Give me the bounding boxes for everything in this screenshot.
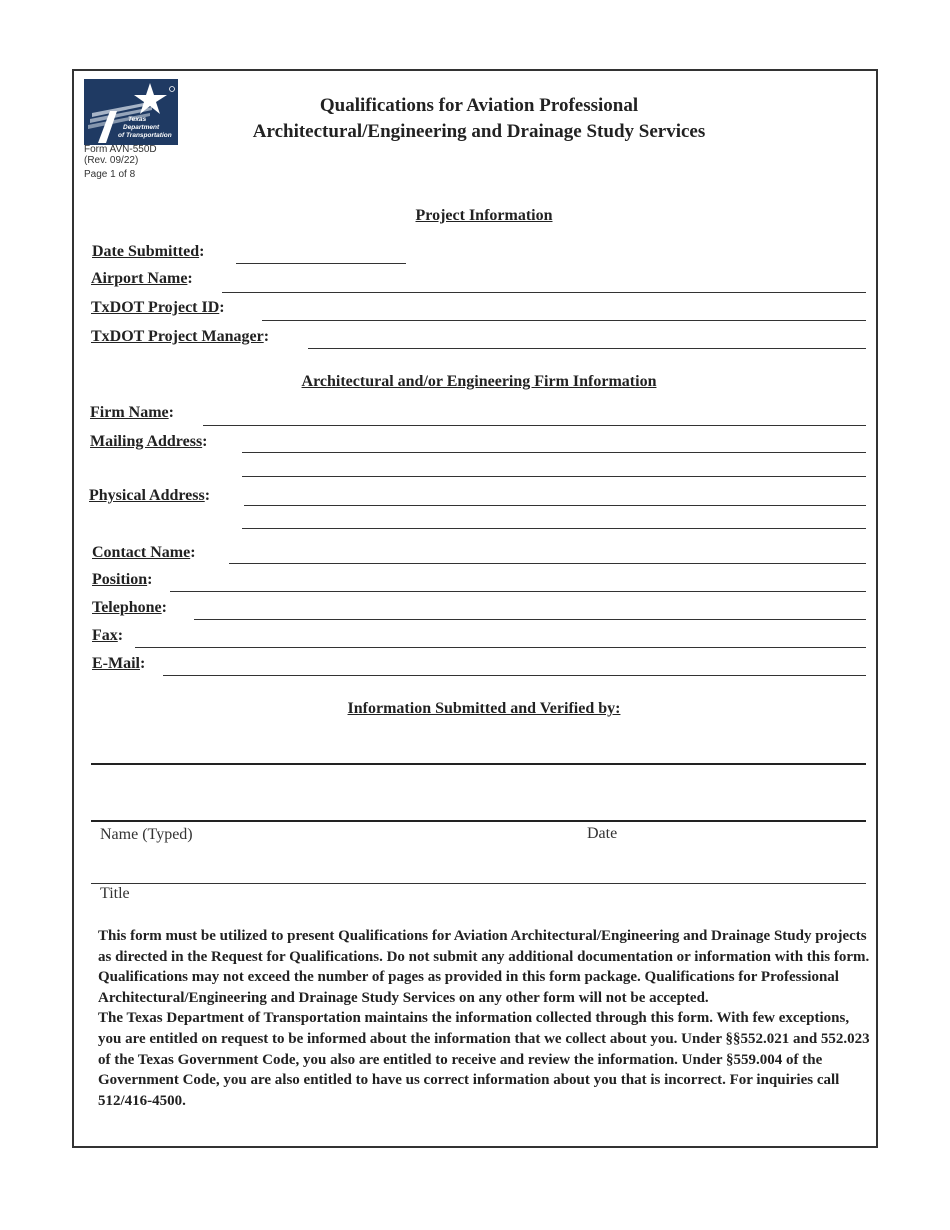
project-manager-label: TxDOT Project Manager: bbox=[91, 328, 270, 345]
title-line-1: Qualifications for Aviation Professional bbox=[319, 95, 639, 116]
form-revision: (Rev. 09/22) bbox=[84, 155, 139, 166]
project-manager-field[interactable] bbox=[308, 348, 866, 349]
verification-heading: Information Submitted and Verified by: bbox=[347, 700, 621, 717]
title-line-2: Architectural/Engineering and Drainage Study Services bbox=[252, 121, 706, 142]
title-line[interactable] bbox=[91, 883, 866, 884]
logo-text-1: Texas bbox=[128, 116, 147, 123]
firm-name-field[interactable] bbox=[203, 425, 866, 426]
name-typed-label: Name (Typed) bbox=[100, 826, 193, 843]
date-submitted-label: Date Submitted: bbox=[92, 243, 205, 260]
mailing-address-field-2[interactable] bbox=[242, 476, 866, 477]
project-id-field[interactable] bbox=[262, 320, 866, 321]
telephone-label: Telephone: bbox=[92, 599, 167, 616]
contact-name-label: Contact Name: bbox=[92, 544, 196, 561]
contact-name-field[interactable] bbox=[229, 563, 866, 564]
txdot-logo bbox=[84, 79, 178, 145]
position-field[interactable] bbox=[170, 591, 866, 592]
physical-address-field-1[interactable] bbox=[244, 505, 866, 506]
project-info-heading: Project Information bbox=[415, 207, 553, 224]
title-label: Title bbox=[100, 885, 130, 902]
logo-text-3: of Transportation bbox=[118, 132, 172, 139]
position-label: Position: bbox=[92, 571, 153, 588]
mailing-address-label: Mailing Address: bbox=[90, 433, 208, 450]
signature-line[interactable] bbox=[91, 763, 866, 765]
notice-paragraph-1: This form must be utilized to present Qualifications for Aviation Architectural/Engineering and Drainage Study projects as directed in the Request for Qualifications. Do not submit any additional documentation or information with this form. Qualifications may not exceed the number of pages as provided in this form package. Qualifications for Professional Architectural/Engineering and Drainage Study Services on any other form will not be accepted. bbox=[98, 928, 870, 1006]
airport-name-label: Airport Name: bbox=[91, 270, 193, 287]
logo-text-2: Department bbox=[123, 124, 160, 131]
name-date-line[interactable] bbox=[91, 820, 866, 822]
notice-paragraph-2: The Texas Department of Transportation maintains the information collected through this form. With few exceptions, you are entitled on request to be informed about the information that we collect about you. Under §§552.021 and 552.023 of the Texas Government Code, you also are entitled to receive and review the information. Under §559.004 of the Government Code, you are also entitled to have us correct information about you that is incorrect. For inquiries call 512/416-4500. bbox=[98, 1010, 870, 1109]
fax-label: Fax: bbox=[92, 627, 124, 644]
physical-address-label: Physical Address: bbox=[89, 487, 211, 504]
project-id-label: TxDOT Project ID: bbox=[91, 299, 225, 316]
date-submitted-field[interactable] bbox=[236, 263, 406, 264]
notice-text bbox=[98, 926, 876, 1111]
telephone-field[interactable] bbox=[194, 619, 866, 620]
fax-field[interactable] bbox=[135, 647, 866, 648]
physical-address-field-2[interactable] bbox=[242, 528, 866, 529]
txdot-logo-graphic bbox=[84, 79, 178, 145]
airport-name-field[interactable] bbox=[222, 292, 866, 293]
mailing-address-field-1[interactable] bbox=[242, 452, 866, 453]
firm-info-heading: Architectural and/or Engineering Firm Information bbox=[301, 373, 657, 390]
form-page bbox=[72, 69, 878, 1148]
email-label: E-Mail: bbox=[92, 655, 146, 672]
form-number: Form AVN-550D bbox=[84, 144, 157, 155]
page-number: Page 1 of 8 bbox=[84, 169, 136, 180]
firm-name-label: Firm Name: bbox=[90, 404, 174, 421]
date-label: Date bbox=[587, 825, 618, 842]
email-field[interactable] bbox=[163, 675, 866, 676]
